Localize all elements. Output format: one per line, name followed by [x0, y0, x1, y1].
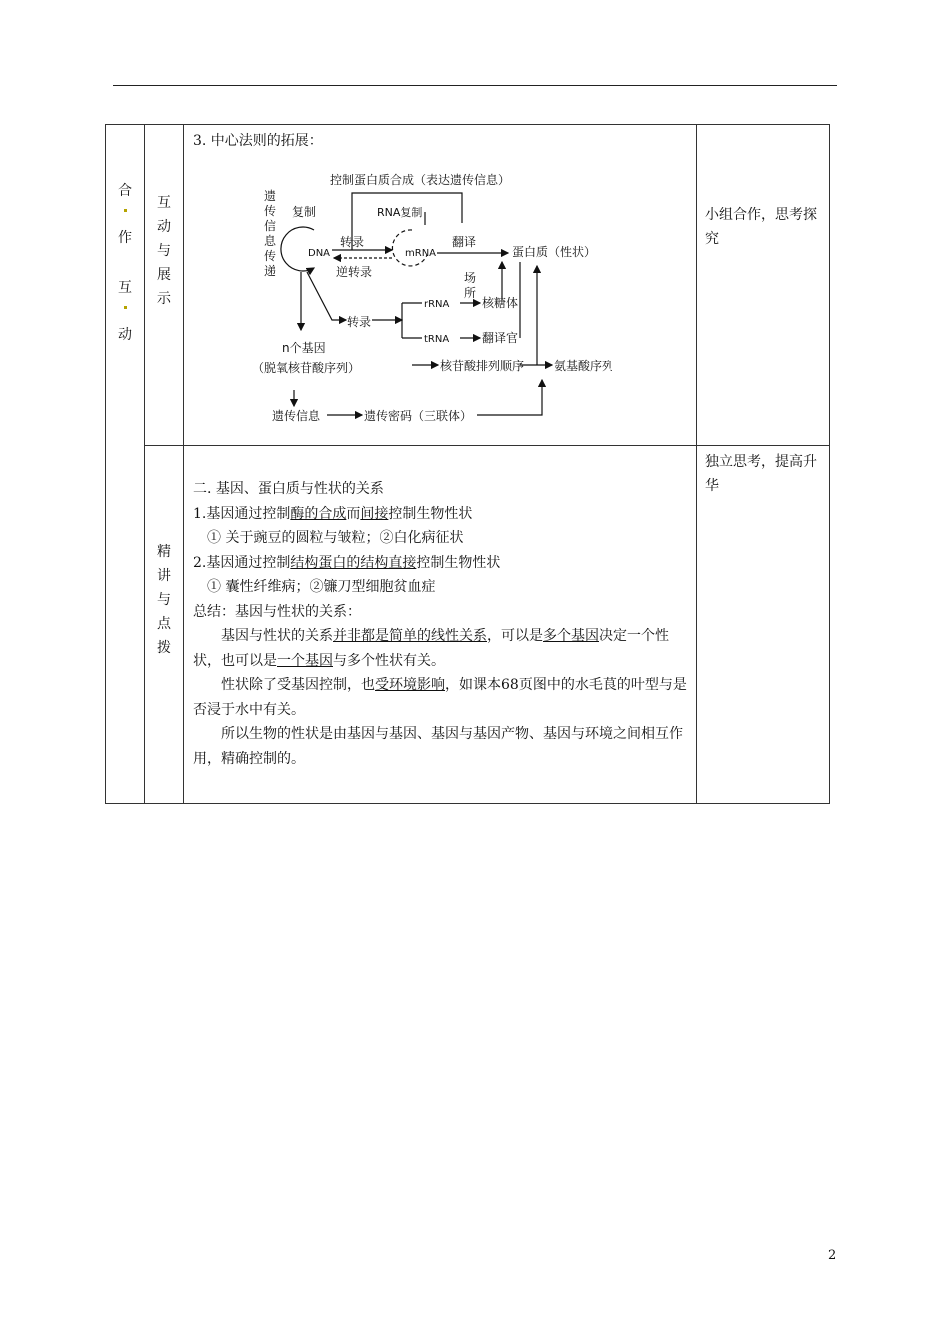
phase-char: 动: [157, 219, 171, 235]
note-cell: [697, 125, 830, 446]
label-ribosome: 核糖体: [482, 295, 519, 310]
text: 1.基因通过控制: [193, 505, 291, 522]
label-rrna: rRNA: [424, 298, 450, 310]
label-side-0: 遗: [264, 188, 277, 203]
phase-label-cell: [145, 125, 184, 446]
underlined-text: 一个基因: [277, 652, 333, 669]
phase-char: 展: [157, 267, 171, 283]
label-top: 控制蛋白质合成（表达遗传信息）: [330, 172, 511, 187]
phase-label-cell: [145, 446, 184, 804]
label-dna: DNA: [308, 247, 331, 259]
phase-char: 示: [157, 291, 171, 307]
text: 决定一个性状，也可以是: [193, 628, 669, 669]
paragraph-1: [193, 624, 687, 673]
central-dogma-cell: [184, 125, 697, 446]
underlined-text: 受环境影响: [375, 677, 445, 693]
lesson-table: [105, 124, 830, 804]
underlined-text: 并非都是简单的线性关系: [333, 628, 487, 644]
section-char: 动: [118, 327, 132, 343]
section-label-cell: [106, 125, 145, 804]
section-heading: 3. 中心法则的拓展：: [193, 133, 323, 149]
phase-char: 拨: [157, 640, 171, 656]
table-row: [106, 125, 830, 446]
explanation-cell: [184, 446, 697, 804]
label-n-genes: n个基因: [282, 340, 326, 355]
text: 控制生物性状: [416, 554, 501, 571]
line-1: [193, 502, 687, 527]
summary: 总结：基因与性状的关系：: [193, 603, 361, 620]
label-protein: 蛋白质（性状）: [512, 244, 597, 259]
note-text: 小组合作，思考探究: [705, 207, 817, 247]
phase-char: 与: [157, 592, 171, 608]
underlined-text: 多个基因: [543, 628, 599, 644]
text: 2.基因通过控制: [193, 554, 291, 571]
label-mrna: mRNA: [405, 247, 437, 259]
paragraph-3: 所以生物的性状是由基因与基因、基因与基因产物、基因与环境之间相互作用，精确控制的。: [193, 726, 683, 767]
label-genetic-info: 遗传信息: [272, 408, 321, 423]
label-transcription2: 转录: [347, 314, 372, 329]
phase-char: 讲: [157, 568, 171, 584]
label-side-5: 递: [264, 263, 277, 278]
label-side-3: 息: [264, 233, 277, 248]
marker-dot: [124, 209, 127, 212]
table-row: [106, 446, 830, 804]
section-char: 互: [118, 280, 132, 296]
label-replication: 复制: [292, 204, 317, 219]
phase-char: 互: [157, 195, 171, 211]
text: 而: [346, 505, 361, 522]
page-number: 2: [828, 1248, 837, 1263]
phase-char: 精: [157, 544, 171, 560]
text: 性状除了受基因控制，也: [221, 677, 375, 693]
text: 基因与性状的关系: [221, 628, 333, 644]
label-trna: tRNA: [424, 333, 450, 345]
label-deoxy: （脱氧核苷酸序列）: [252, 360, 361, 375]
text: ，可以是: [487, 628, 543, 644]
underlined-text: 酶的合成: [290, 505, 347, 522]
line-2: [193, 551, 687, 576]
line-1-example: ① 关于豌豆的圆粒与皱粒；②白化病征状: [207, 530, 464, 546]
label-reverse: 逆转录: [336, 264, 373, 279]
label-aa: 氨基酸序列: [554, 358, 612, 373]
phase-char: 与: [157, 243, 171, 259]
note-text: 独立思考，提高升华: [705, 454, 817, 494]
line-2-example: ① 囊性纤维病；②镰刀型细胞贫血症: [207, 579, 436, 595]
underlined-text: 结构蛋白的结构直接: [290, 554, 417, 571]
label-translation: 翻译: [452, 234, 477, 249]
label-transcription: 转录: [340, 234, 365, 249]
section-title: 二. 基因、蛋白质与性状的关系: [193, 481, 384, 497]
header-rule: [113, 85, 837, 86]
phase-char: 点: [157, 616, 171, 632]
label-side-2: 信: [264, 218, 277, 233]
label-rna-replication: RNA复制: [377, 205, 423, 219]
note-cell: [697, 446, 830, 804]
text: ，如课本68页图中的水毛茛的叶型与是否浸于水中有关。: [193, 677, 687, 718]
label-side-4: 传: [264, 248, 277, 263]
label-translator: 翻译官: [482, 330, 519, 345]
paragraph-2: [193, 673, 687, 722]
text: 与多个性状有关。: [333, 652, 445, 669]
central-dogma-diagram: [252, 160, 612, 430]
text: 控制生物性状: [388, 505, 473, 522]
section-char: 作: [118, 230, 132, 246]
label-site-0: 场: [464, 270, 477, 285]
label-side-1: 传: [264, 203, 277, 218]
section-char: 合: [118, 183, 132, 199]
label-nucleotide: 核苷酸排列顺序: [440, 358, 525, 373]
label-codon: 遗传密码（三联体）: [364, 408, 473, 423]
label-site-1: 所: [464, 285, 477, 300]
marker-dot: [124, 306, 127, 309]
underlined-text: 间接: [360, 505, 389, 522]
